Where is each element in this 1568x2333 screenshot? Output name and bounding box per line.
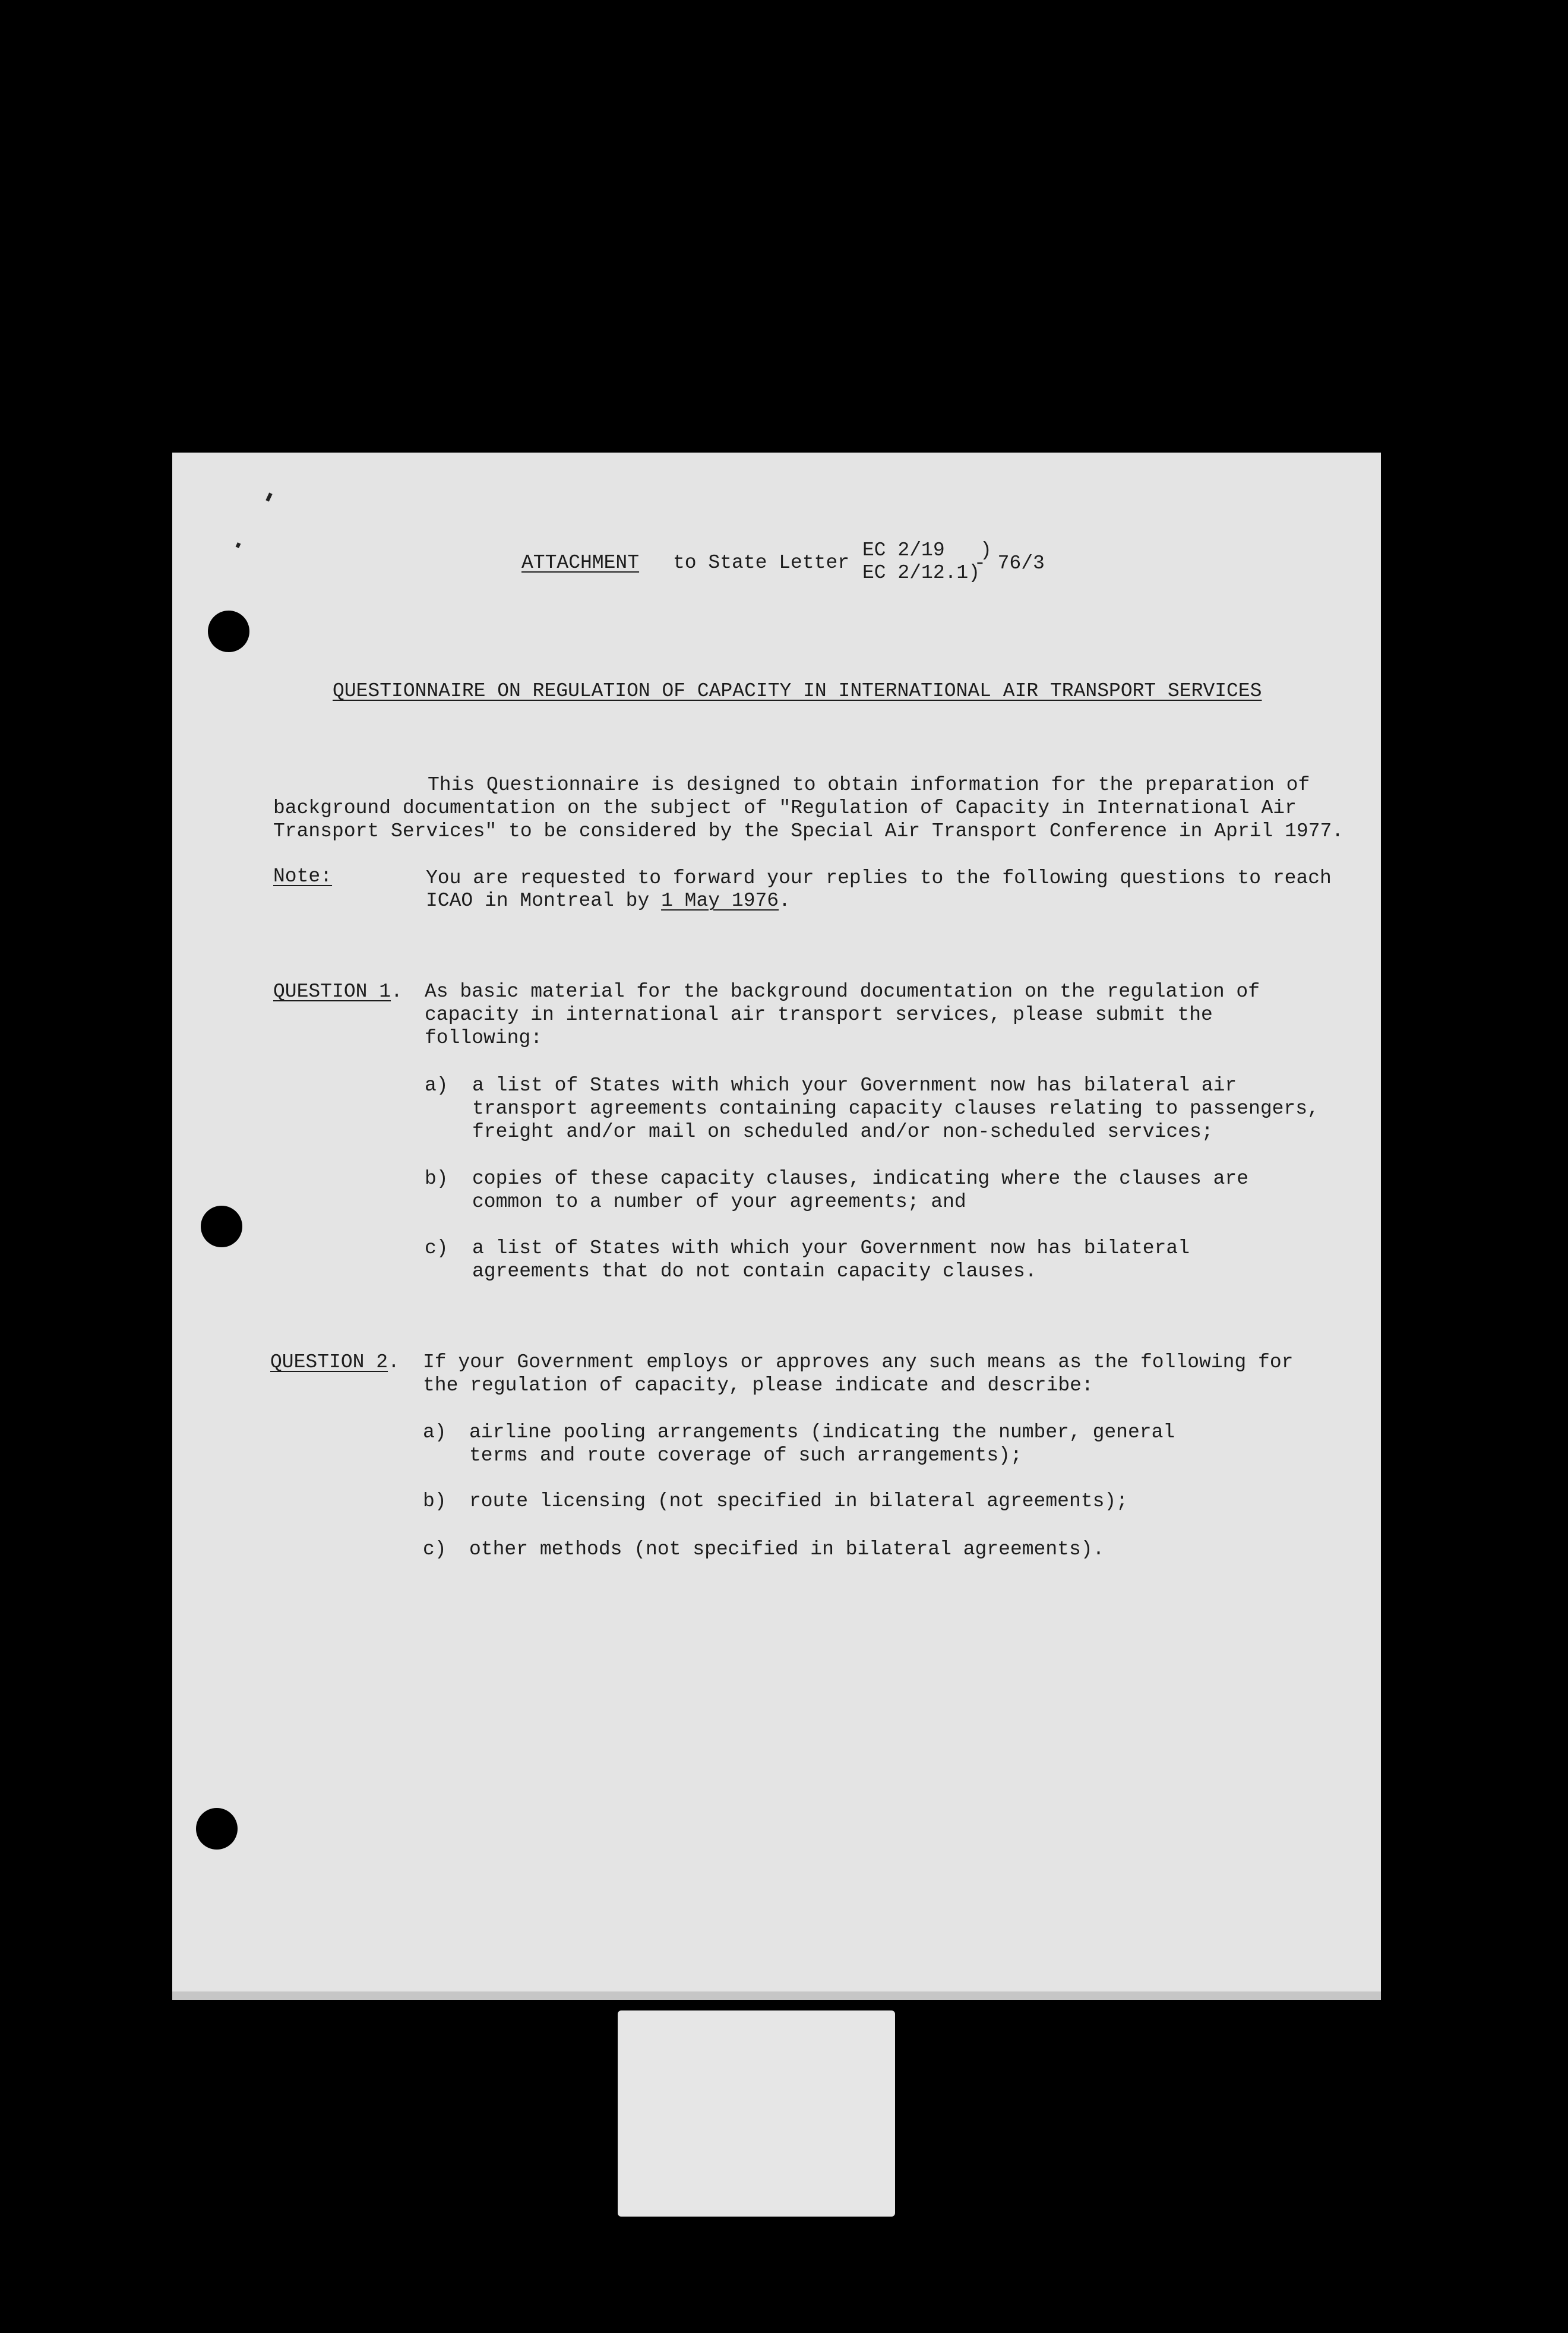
- page-bottom-edge: [172, 1991, 1381, 2000]
- question-1-label-suffix: .: [391, 981, 403, 1003]
- question-1-item-b-line-2: common to a number of your agreements; and: [472, 1191, 966, 1213]
- question-1-item-c-line-2: agreements that do not contain capacity clauses.: [472, 1260, 1037, 1282]
- blank-card: [618, 2010, 895, 2217]
- question-2-label-text: QUESTION 2: [270, 1351, 388, 1373]
- note-label: Note:: [273, 865, 333, 887]
- question-1-item-c-line-1: a list of States with which your Government now has bilateral: [472, 1237, 1190, 1259]
- question-2-item-b-marker: b): [423, 1490, 447, 1512]
- question-1-item-b-line-1: copies of these capacity clauses, indicating where the clauses are: [472, 1168, 1249, 1190]
- question-2-item-c-marker: c): [423, 1538, 447, 1560]
- question-2-label-suffix: .: [388, 1351, 400, 1373]
- question-2-item-a-line-2: terms and route coverage of such arrangements);: [469, 1444, 1022, 1466]
- intro-line-1: This Questionnaire is designed to obtain information for the preparation of: [428, 774, 1310, 796]
- question-2-item-a-marker: a): [423, 1421, 447, 1443]
- note-line-2: [426, 889, 791, 913]
- question-1-item-a-line-3: freight and/or mail on scheduled and/or non-scheduled services;: [472, 1121, 1213, 1143]
- question-2-item-b-line-1: route licensing (not specified in bilateral agreements);: [469, 1490, 1128, 1512]
- letter-reference-1: EC 2/19 ): [862, 539, 992, 561]
- page-title: QUESTIONNAIRE ON REGULATION OF CAPACITY IN INTERNATIONAL AIR TRANSPORT SERVICES: [333, 680, 1262, 702]
- note-line-2-suffix: .: [779, 890, 791, 912]
- letter-reference-2: EC 2/12.1): [862, 562, 981, 584]
- attachment-heading: ATTACHMENT: [521, 552, 640, 574]
- question-2-intro-line-1: If your Government employs or approves any such means as the following for: [423, 1351, 1294, 1373]
- question-2-label: [270, 1351, 400, 1374]
- question-1-item-b-marker: b): [425, 1168, 448, 1190]
- question-2-intro-line-2: the regulation of capacity, please indicate and describe:: [423, 1374, 1093, 1396]
- intro-line-2: background documentation on the subject of "Regulation of Capacity in International Air: [273, 797, 1297, 819]
- question-1-intro-line-2: capacity in international air transport services, please submit the: [425, 1004, 1213, 1026]
- question-1-item-a-line-1: a list of States with which your Government now has bilateral air: [472, 1074, 1237, 1096]
- document-page: [172, 453, 1381, 2000]
- question-1-intro-line-1: As basic material for the background documentation on the regulation of: [425, 981, 1260, 1003]
- note-line-2-prefix: ICAO in Montreal by: [426, 890, 662, 912]
- question-2-item-a-line-1: airline pooling arrangements (indicating the number, general: [469, 1421, 1175, 1443]
- to-state-letter: to State Letter: [673, 552, 850, 574]
- question-1-item-a-marker: a): [425, 1074, 448, 1096]
- paper-speck: [236, 542, 241, 548]
- note-deadline-date: 1 May 1976: [661, 890, 779, 912]
- question-1-label: [273, 980, 403, 1004]
- question-1-item-c-marker: c): [425, 1237, 448, 1259]
- punch-hole-middle: [201, 1206, 242, 1247]
- question-1-intro-line-3: following:: [425, 1027, 543, 1049]
- punch-hole-bottom: [196, 1808, 238, 1850]
- paper-speck: [265, 492, 272, 501]
- punch-hole-top: [208, 611, 249, 652]
- question-2-item-c-line-1: other methods (not specified in bilateral agreements).: [469, 1538, 1105, 1560]
- note-line-1: You are requested to forward your replies to the following questions to reach: [426, 867, 1332, 889]
- question-1-item-a-line-2: transport agreements containing capacity clauses relating to passengers,: [472, 1098, 1319, 1120]
- intro-line-3: Transport Services" to be considered by the Special Air Transport Conference in April 1977.: [273, 820, 1344, 842]
- letter-reference-suffix: - 76/3: [974, 552, 1045, 574]
- question-1-label-text: QUESTION 1: [273, 981, 391, 1003]
